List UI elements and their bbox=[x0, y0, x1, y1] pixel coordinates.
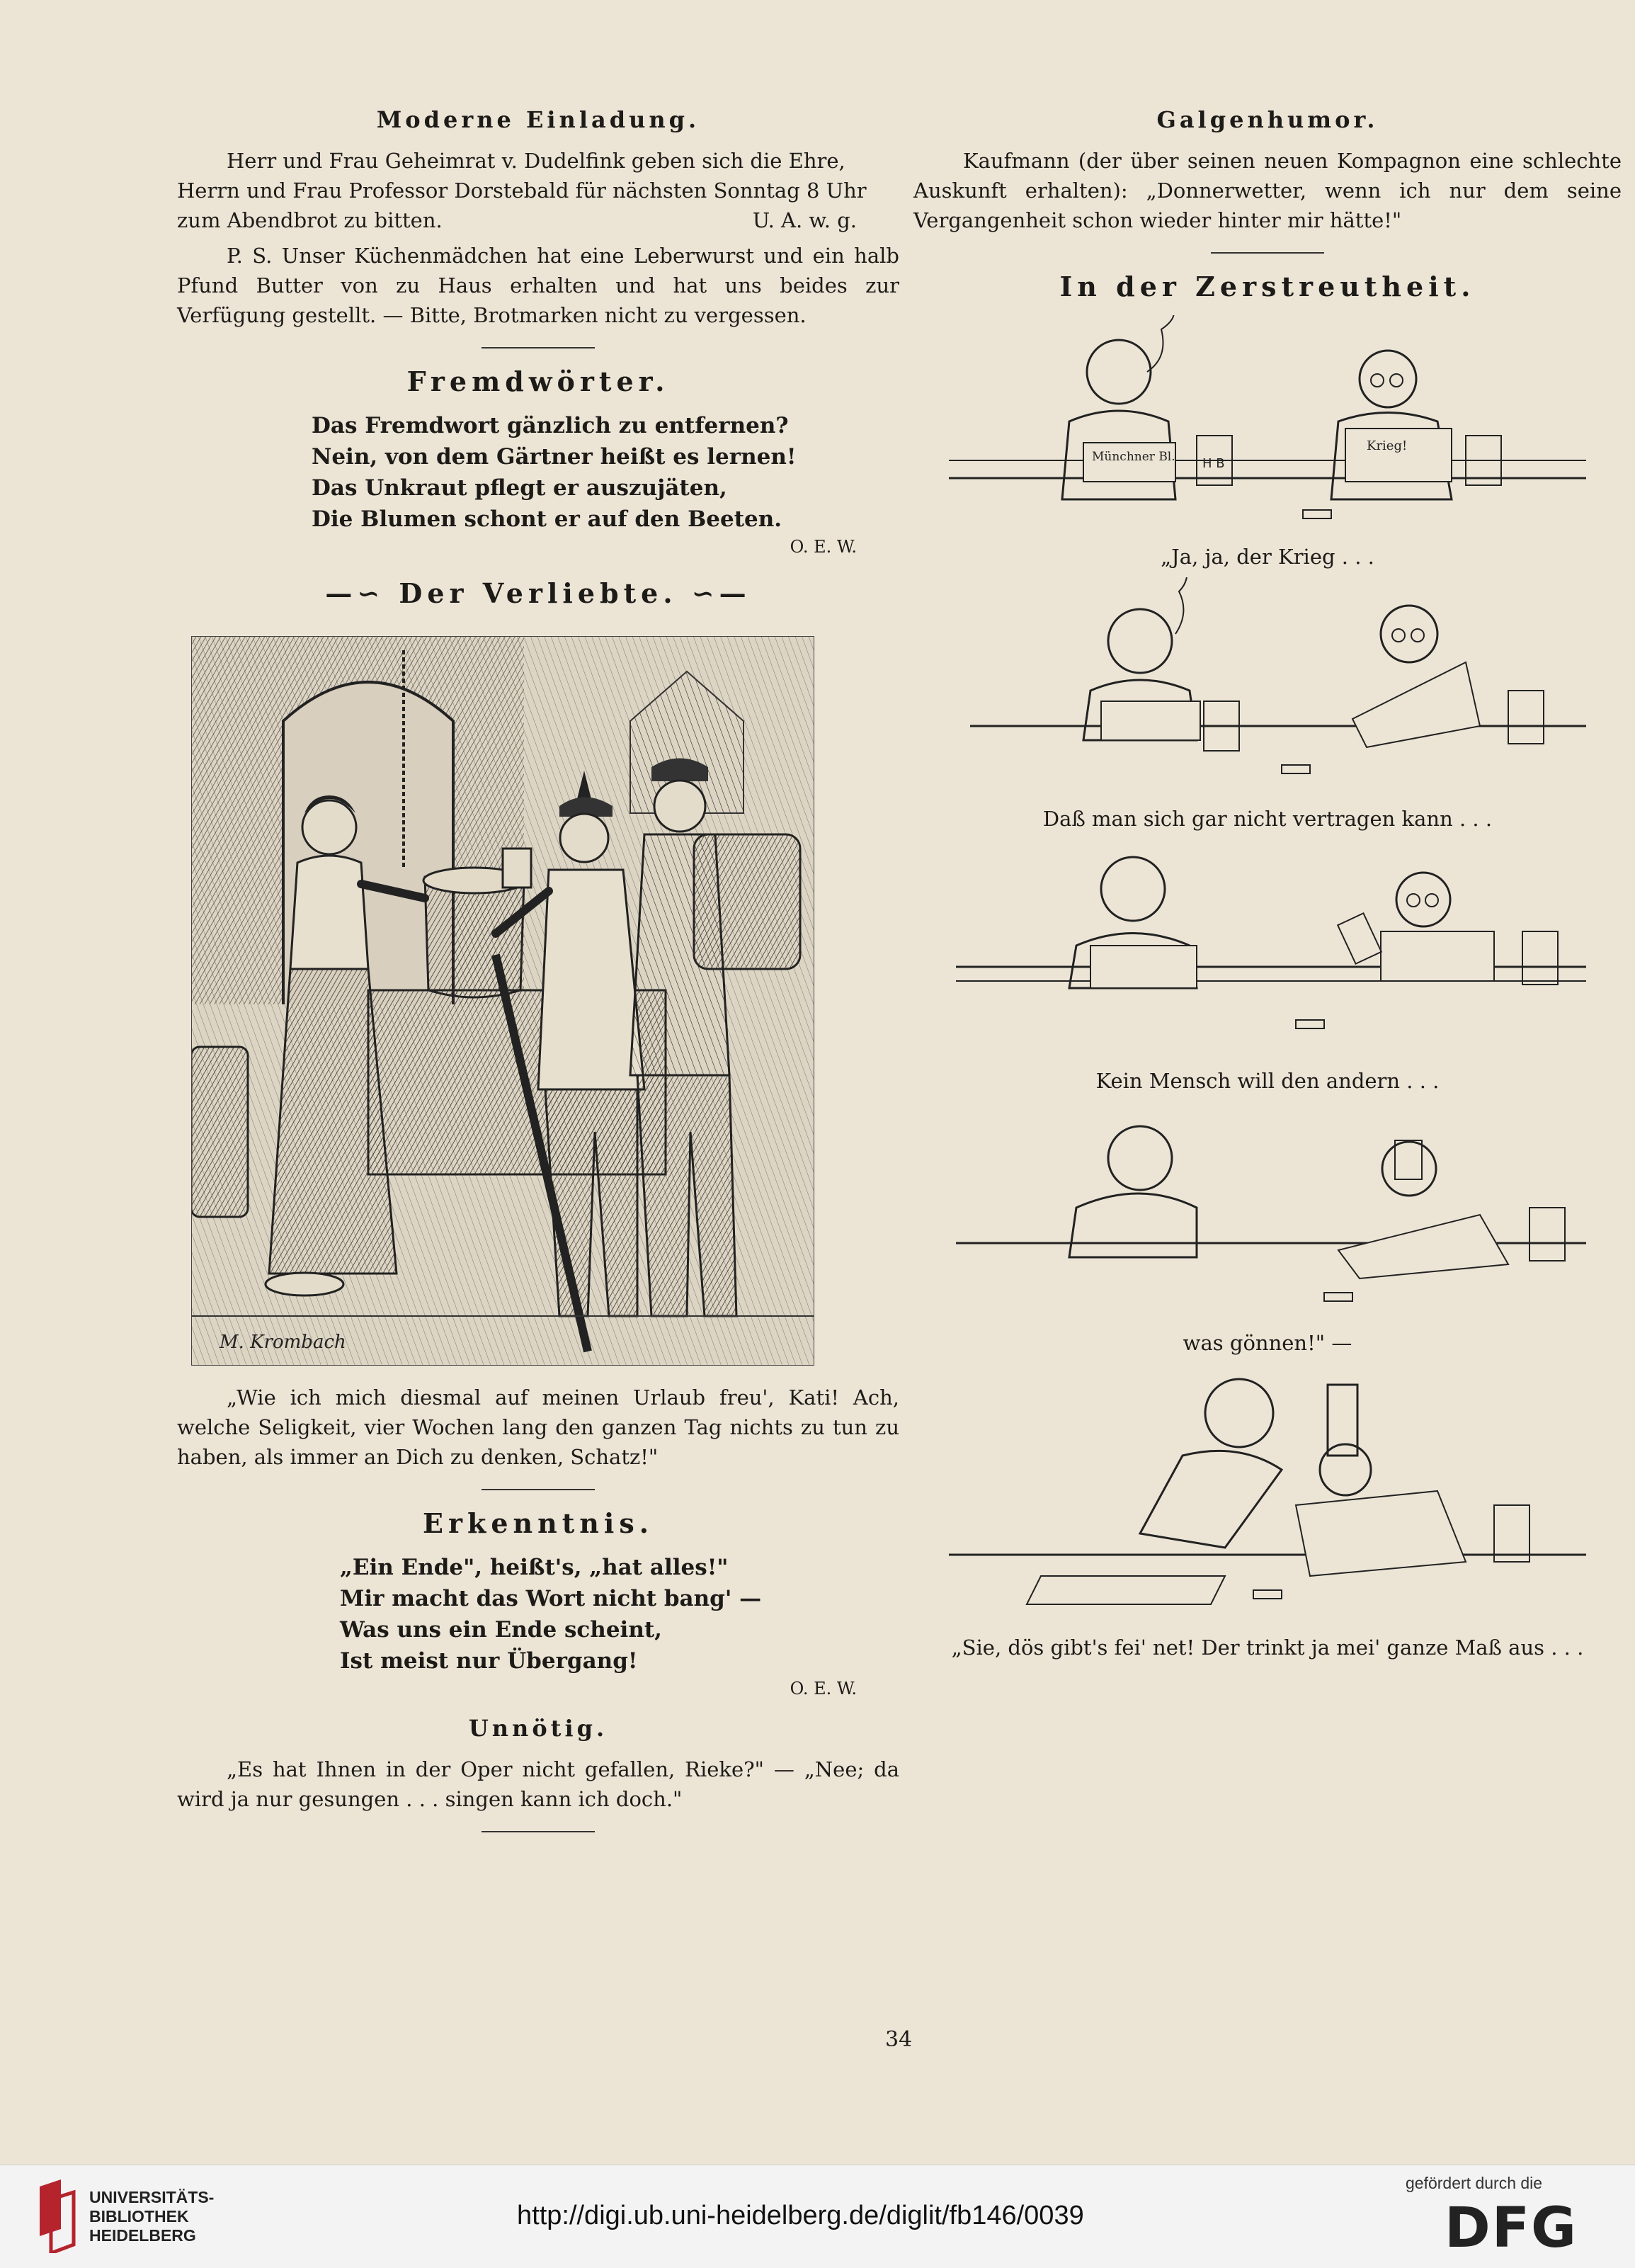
einladung-line-1: Herr und Frau Geheimrat v. Dudelfink geben sich die Ehre, bbox=[227, 149, 845, 173]
section-title-einladung: Moderne Einladung. bbox=[376, 106, 700, 133]
panel-caption: „Sie, dös gibt's fei' net! Der trinkt ja mei' ganze Maß aus . . . bbox=[951, 1635, 1584, 1660]
verse-line: Ist meist nur Übergang! bbox=[340, 1648, 638, 1674]
verse-line: „Ein Ende", heißt's, „hat alles!" bbox=[340, 1555, 729, 1580]
cartoon-panel-1 bbox=[928, 315, 1607, 542]
verse-line: Mir macht das Wort nicht bang' — bbox=[340, 1586, 762, 1611]
erkenntnis-verse bbox=[177, 1552, 899, 1677]
source-url-link[interactable]: http://digi.ub.uni-heidelberg.de/diglit/fb146/0039 bbox=[517, 2201, 1084, 2230]
verse-line: Das Unkraut pflegt er auszujäten, bbox=[312, 475, 727, 501]
verliebte-caption: „Wie ich mich diesmal auf meinen Urlaub freu', Kati! Ach, welche Seligkeit, vier Wochen lang den ganzen Tag nichts zu tun zu haben, als immer an Dich zu denken, Schatz!" bbox=[177, 1385, 899, 1469]
author-signature: O. E. W. bbox=[790, 1679, 857, 1699]
author-signature: O. E. W. bbox=[790, 537, 857, 557]
section-title-galgenhumor: Galgenhumor. bbox=[1156, 106, 1379, 133]
verse-line: Das Fremdwort gänzlich zu entfernen? bbox=[312, 413, 789, 438]
engraving-illustration bbox=[191, 636, 814, 1366]
verse-line: Was uns ein Ende scheint, bbox=[340, 1617, 662, 1643]
fremdwoerter-verse bbox=[177, 410, 899, 535]
section-title-fremdwoerter: Fremdwörter. bbox=[406, 365, 670, 397]
left-column bbox=[177, 106, 899, 1849]
cartoon-panel-2 bbox=[928, 577, 1607, 804]
dfg-logo: DFG bbox=[1445, 2196, 1578, 2260]
right-column bbox=[913, 106, 1622, 1662]
section-title-erkenntnis: Erkenntnis. bbox=[423, 1507, 654, 1539]
mug-letters: H B bbox=[1202, 456, 1225, 471]
einladung-line-3: zum Abendbrot zu bitten. U. A. w. g. bbox=[177, 208, 857, 232]
divider bbox=[1211, 252, 1324, 254]
verse-line: Die Blumen schont er auf den Beeten. bbox=[312, 506, 782, 532]
cartoon-panel-4 bbox=[928, 1101, 1607, 1328]
institution-name: UNIVERSITÄTS- BIBLIOTHEK HEIDELBERG bbox=[89, 2188, 215, 2245]
section-title-verliebte: —∽ Der Verliebte. ∽— bbox=[325, 577, 751, 609]
ornament-right: ∽— bbox=[677, 577, 751, 609]
einladung-postscript: P. S. Unser Küchenmädchen hat eine Leberwurst und ein halb Pfund Butter von zu Haus erhalten und hat uns beides zur Verfügung gestellt. — Bitte, Brotmarken nicht zu vergessen. bbox=[177, 244, 899, 327]
panel-caption: was gönnen!" — bbox=[1183, 1331, 1352, 1355]
funding-note: gefördert durch die bbox=[1406, 2174, 1543, 2192]
panel-caption: Kein Mensch will den andern . . . bbox=[1095, 1069, 1440, 1093]
ornament-left: —∽ bbox=[325, 577, 399, 609]
panel-caption: Daß man sich gar nicht vertragen kann . . . bbox=[1042, 807, 1493, 831]
newspaper-title: Krieg! bbox=[1367, 438, 1408, 453]
verse-line: Nein, von dem Gärtner heißt es lernen! bbox=[312, 444, 797, 470]
galgenhumor-text: Kaufmann (der über seinen neuen Kompagnon eine schlechte Auskunft erhalten): „Donnerwetter, wenn ich nur dem seine Vergangenheit schon wieder hinter mir hätte!" bbox=[913, 149, 1622, 232]
unnoetig-text: „Es hat Ihnen in der Oper nicht gefallen, Rieke?" — „Nee; da wird ja nur gesungen . . . singen kann ich doch." bbox=[177, 1757, 899, 1811]
cartoon-panel-5 bbox=[928, 1363, 1607, 1633]
divider bbox=[482, 1489, 595, 1490]
divider bbox=[482, 347, 595, 348]
page-number: 34 bbox=[885, 2027, 913, 2052]
cartoon-panel-3 bbox=[928, 839, 1607, 1066]
university-library-logo-icon bbox=[34, 2179, 81, 2253]
artist-signature: M. Krombach bbox=[220, 1332, 346, 1353]
section-title-unnoetig: Unnötig. bbox=[468, 1715, 608, 1742]
panel-caption: „Ja, ja, der Krieg . . . bbox=[1161, 545, 1374, 569]
digitization-footer bbox=[0, 2165, 1635, 2268]
einladung-line-2: Herrn und Frau Professor Dorstebald für nächsten Sonntag 8 Uhr bbox=[177, 178, 867, 203]
divider bbox=[482, 1831, 595, 1832]
newspaper-title: Münchner Bl. bbox=[1092, 450, 1175, 464]
section-title-zerstreutheit: In der Zerstreutheit. bbox=[1059, 271, 1476, 302]
